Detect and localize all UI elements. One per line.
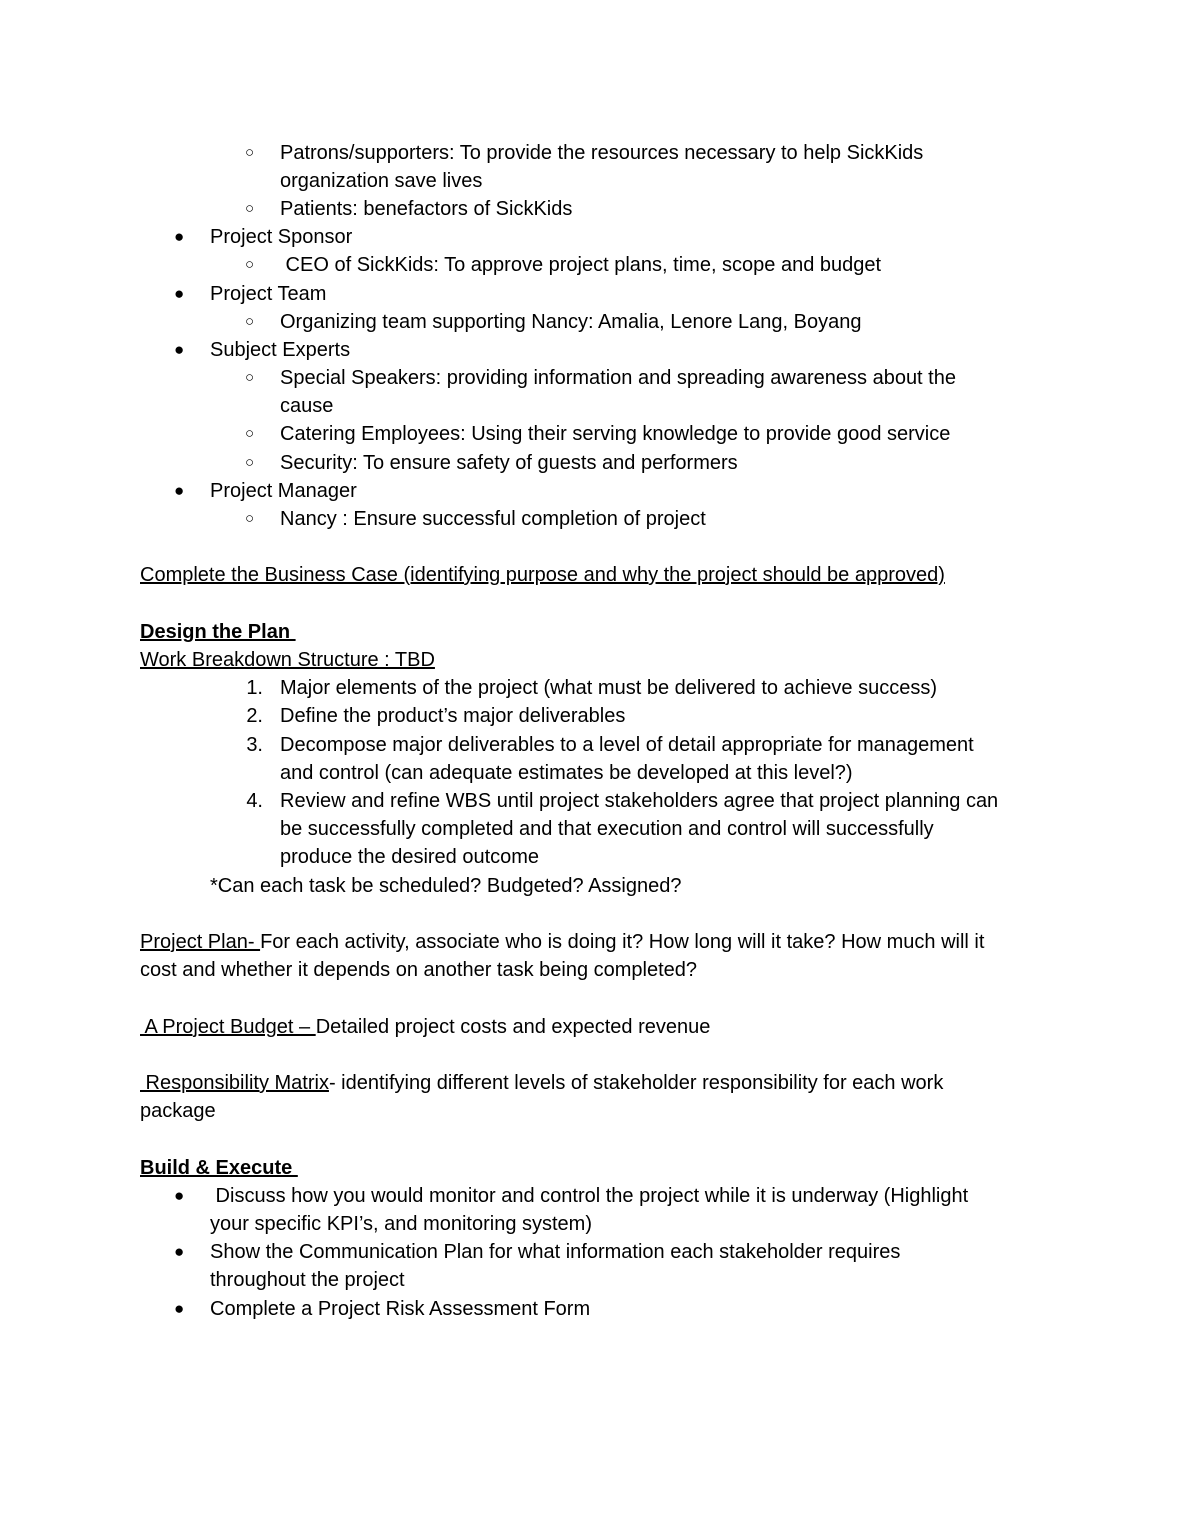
project-team-label: Project Team [210, 283, 327, 305]
responsibility-matrix-line-2: package [140, 1100, 216, 1122]
build-execute-heading: Build & Execute [140, 1157, 298, 1179]
task-note: *Can each task be scheduled? Budgeted? Assigned? [210, 875, 682, 897]
build-item-1-line-2: your specific KPI’s, and monitoring system) [210, 1213, 593, 1235]
filled-bullet-icon: ● [174, 1299, 185, 1318]
patrons-line-1: Patrons/supporters: To provide the resources necessary to help SickKids [280, 142, 924, 164]
responsibility-matrix-line-1 [140, 1069, 943, 1097]
project-budget-text: Detailed project costs and expected revenue [315, 1016, 711, 1038]
step-number: 3. [246, 734, 263, 756]
filled-bullet-icon: ● [174, 481, 185, 500]
filled-bullet-icon: ● [174, 284, 185, 303]
step-2-line-1: Define the product’s major deliverables [280, 705, 626, 727]
build-item-2-line-1: Show the Communication Plan for what information each stakeholder requires [210, 1241, 901, 1263]
hollow-bullet-icon: ○ [245, 454, 255, 471]
step-4-line-1: Review and refine WBS until project stakeholders agree that project planning can [280, 790, 999, 812]
security-item: Security: To ensure safety of guests and performers [280, 452, 738, 474]
filled-bullet-icon: ● [174, 340, 185, 359]
business-case-heading: Complete the Business Case (identifying purpose and why the project should be approved) [140, 564, 945, 586]
project-budget-label: A Project Budget – [140, 1016, 316, 1038]
project-plan-label: Project Plan- [140, 931, 261, 953]
speakers-line-1: Special Speakers: providing information and spreading awareness about the [280, 367, 956, 389]
hollow-bullet-icon: ○ [245, 425, 255, 442]
project-manager-label: Project Manager [210, 480, 357, 502]
project-plan-text: For each activity, associate who is doing it? How long will it take? How much will it [260, 931, 985, 953]
responsibility-matrix-text: - identifying different levels of stakeholder responsibility for each work [328, 1072, 944, 1094]
step-1-line-1: Major elements of the project (what must be delivered to achieve success) [280, 677, 937, 699]
filled-bullet-icon: ● [174, 1186, 185, 1205]
organizing-team-item: Organizing team supporting Nancy: Amalia, Lenore Lang, Boyang [280, 311, 862, 333]
project-plan-line-2: cost and whether it depends on another task being completed? [140, 959, 698, 981]
hollow-bullet-icon: ○ [245, 313, 255, 330]
filled-bullet-icon: ● [174, 227, 185, 246]
subject-experts-label: Subject Experts [210, 339, 351, 361]
hollow-bullet-icon: ○ [245, 369, 255, 386]
step-3-line-2: and control (can adequate estimates be developed at this level?) [280, 762, 853, 784]
step-number: 1. [246, 677, 263, 699]
step-3-line-1: Decompose major deliverables to a level of detail appropriate for management [280, 734, 974, 756]
nancy-item: Nancy : Ensure successful completion of project [280, 508, 706, 530]
project-sponsor-label: Project Sponsor [210, 226, 353, 248]
step-number: 2. [246, 705, 263, 727]
ceo-item: CEO of SickKids: To approve project plans, time, scope and budget [280, 254, 882, 276]
hollow-bullet-icon: ○ [245, 256, 255, 273]
patrons-line-2: organization save lives [280, 170, 483, 192]
project-plan-line-1 [140, 928, 984, 956]
catering-item: Catering Employees: Using their serving knowledge to provide good service [280, 423, 951, 445]
design-plan-heading: Design the Plan [140, 621, 296, 643]
step-4-line-3: produce the desired outcome [280, 846, 540, 868]
hollow-bullet-icon: ○ [245, 510, 255, 527]
step-4-line-2: be successfully completed and that execution and control will successfully [280, 818, 934, 840]
patients-item: Patients: benefactors of SickKids [280, 198, 573, 220]
build-item-2-line-2: throughout the project [210, 1269, 405, 1291]
build-item-1-line-1: Discuss how you would monitor and control the project while it is underway (Highlight [210, 1185, 969, 1207]
build-item-3-line-1: Complete a Project Risk Assessment Form [210, 1298, 591, 1320]
project-budget-line [140, 1013, 710, 1041]
hollow-bullet-icon: ○ [245, 144, 255, 161]
wbs-title: Work Breakdown Structure : TBD [140, 649, 435, 671]
hollow-bullet-icon: ○ [245, 200, 255, 217]
step-number: 4. [246, 790, 263, 812]
speakers-line-2: cause [280, 395, 334, 417]
filled-bullet-icon: ● [174, 1242, 185, 1261]
responsibility-matrix-label: Responsibility Matrix [140, 1072, 329, 1094]
